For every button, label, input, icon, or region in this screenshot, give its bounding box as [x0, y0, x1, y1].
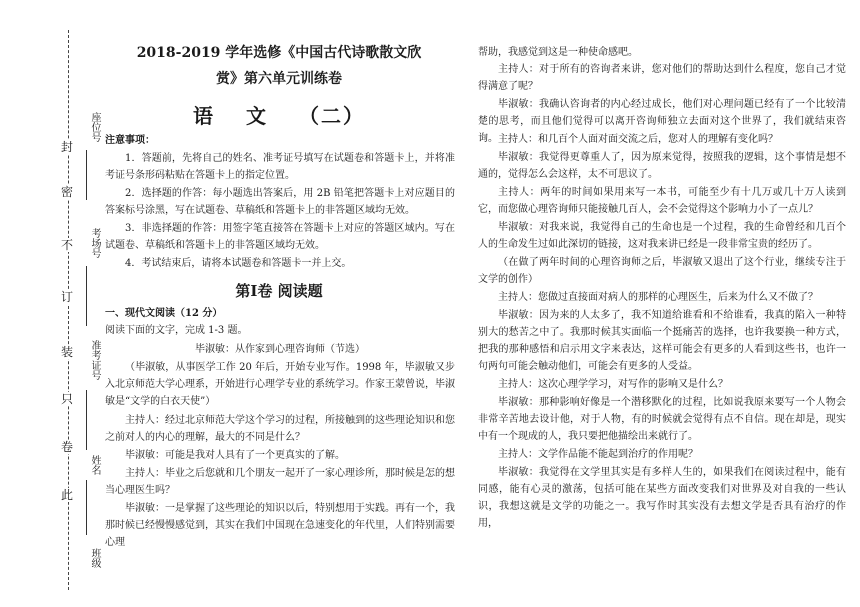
article-title: 毕淑敏：从作家到心理咨询师（节选） [195, 344, 365, 355]
notice-item: 2．选择题的作答：每小题选出答案后，用 2B 铅笔把答题卡上对应题目的答案标号涂黑，写在试题卷、草稿纸和答题卡上的非答题区域均无效。 [105, 188, 455, 216]
exam-room-label: 考场号 [89, 228, 100, 258]
notice-item: 3．非选择题的作答：用签字笔直接答在答题卡上对应的答题区域内。写在试题卷、草稿纸和答题卡上的非答题区域均无效。 [105, 223, 455, 251]
article-paragraph: 主持人：文学作品能不能起到治疗的作用呢？ [498, 449, 698, 460]
seal-char: 只 [58, 392, 76, 406]
title-line-1: 2018-2019 学年选修《中国古代诗歌散文欣 [136, 45, 422, 61]
part-heading: 一、现代文阅读（12 分） [105, 308, 223, 319]
section-title: 第Ⅰ卷 阅读题 [235, 282, 323, 300]
seal-char: 封 [58, 140, 76, 154]
article-paragraph: 毕淑敏：对我来说，我觉得自己的生命也是一个过程，我的生命曾经和几百个人的生命发生过如此深切的链接，这对我来讲已经是一段非常宝贵的经历了。 [478, 222, 846, 250]
title-line-2: 赏》第六单元训练卷 [216, 71, 342, 87]
article-paragraph: 主持人：这次心理学学习，对写作的影响又是什么？ [498, 379, 728, 390]
seal-char: 装 [58, 345, 76, 359]
article-paragraph: 毕淑敏：我确认咨询者的内心经过成长，他们对心理问题已经有了一个比较清楚的思考，而且他们觉得可以离开咨询师独立去面对这个世界了，我们就结束咨询。 [478, 99, 846, 144]
class-label: 班级 [89, 548, 100, 568]
article-paragraph: （在做了两年时间的心理咨询师之后，毕淑敏又退出了这个行业，继续专注于文学的创作） [478, 257, 846, 285]
exam-room-line [86, 266, 87, 326]
article-paragraph: 主持人：对于所有的咨询者来讲，您对他们的帮助达到什么程度，您自己才觉得满意了呢？ [478, 64, 846, 92]
article-paragraph: 毕淑敏：可能是我对人具有了一个更真实的了解。 [125, 450, 345, 461]
seal-char: 订 [58, 290, 76, 304]
binding-margin [0, 0, 100, 607]
article-paragraph: 主持人：两年的时间如果用来写一本书，可能至少有十几万或几十万人读到它，而您做心理咨询师只能接触几百人，会不会觉得这个影响力小了一点儿？ [478, 187, 846, 215]
article-paragraph: 主持人：经过北京师范大学这个学习的过程，所接触到的这些理论知识和您之前对人的内心的理解，最大的不同是什么？ [105, 415, 455, 443]
article-paragraph: （毕淑敏，从事医学工作 20 年后，开始专业写作。1998 年，毕淑敏又步入北京师范大学心理系，开始进行心理学专业的系统学习。作家王蒙曾说，毕淑敏是“文学的白衣天使”） [105, 362, 455, 407]
seal-char: 密 [58, 185, 76, 199]
paper-subtitle: 语 文 （二） [193, 104, 365, 128]
exam-id-label: 准考证号 [89, 340, 100, 380]
seal-char: 此 [58, 488, 76, 502]
seat-number-label: 座位号 [89, 112, 100, 142]
notice-item: 1．答题前，先将自己的姓名、准考证号填写在试题卷和答题卡上，并将准考证号条形码粘贴在答题卡上的指定位置。 [105, 153, 455, 181]
name-label: 姓名 [89, 455, 100, 475]
seat-number-line [86, 150, 87, 200]
notice-heading: 注意事项： [105, 135, 155, 146]
seal-char: 不 [58, 238, 76, 252]
article-paragraph: 毕淑敏：那种影响好像是一个潜移默化的过程，比如说我原来要写一个人物会非常辛苦地去设计他，对于人物，有的时候就会觉得有点不自信。现在却是，现实中有一个现成的人，我只要把他描绘出来就行了。 [478, 397, 846, 442]
seal-char: 卷 [58, 440, 76, 454]
article-paragraph: 毕淑敏：我觉得在文学里其实是有多样人生的，如果我们在阅读过程中，能有同感，能有心灵的激荡，包括可能在某些方面改变我们对世界及对自我的一些认识，我想这就是文学的功能之一。我写作时其实没有去想文学是否具有治疗的作用， [478, 467, 846, 529]
paper-title [100, 40, 458, 92]
seal-line [68, 30, 69, 590]
article-paragraph: 主持人：毕业之后您就和几个朋友一起开了一家心理诊所，那时候是怎的想当心理医生吗？ [105, 468, 455, 496]
article-paragraph: 主持人：您做过直接面对病人的那样的心理医生，后来为什么又不做了？ [498, 292, 818, 303]
notice-item: 4．考试结束后，请将本试题卷和答题卡一并上交。 [125, 258, 352, 269]
instruction: 阅读下面的文字，完成 1-3 题。 [105, 325, 248, 336]
article-paragraph: 主持人：和几百个人面对面交流之后，您对人的理解有变化吗？ [498, 134, 778, 145]
article-paragraph: 毕淑敏：我觉得更尊重人了，因为原来觉得，按照我的逻辑，这个事情是想不通的，觉得怎么会这样，太不可思议了。 [478, 152, 846, 180]
article-paragraph: 毕淑敏：一是掌握了这些理论的知识以后，特别想用于实践。再有一个，我那时候已经慢慢感觉到，其实在我们中国现在急速变化的年代里，人们特别需要心理 [105, 503, 455, 548]
exam-id-line [86, 390, 87, 450]
article-paragraph: 毕淑敏：因为来的人太多了，我不知道给谁看和不给谁看，我真的陷入一种特别大的愁苦之中了。我那时候其实面临一个挺痛苦的选择，也许我要换一种方式，把我的那种感悟和启示用文字来表达，这样可能会有更多的人看到这些书，也许一句两句可能会触动他们，可能会有更多的人受益。 [478, 310, 846, 372]
name-line [86, 480, 87, 535]
article-paragraph: 帮助，我感觉到这是一种使命感吧。 [478, 47, 638, 58]
